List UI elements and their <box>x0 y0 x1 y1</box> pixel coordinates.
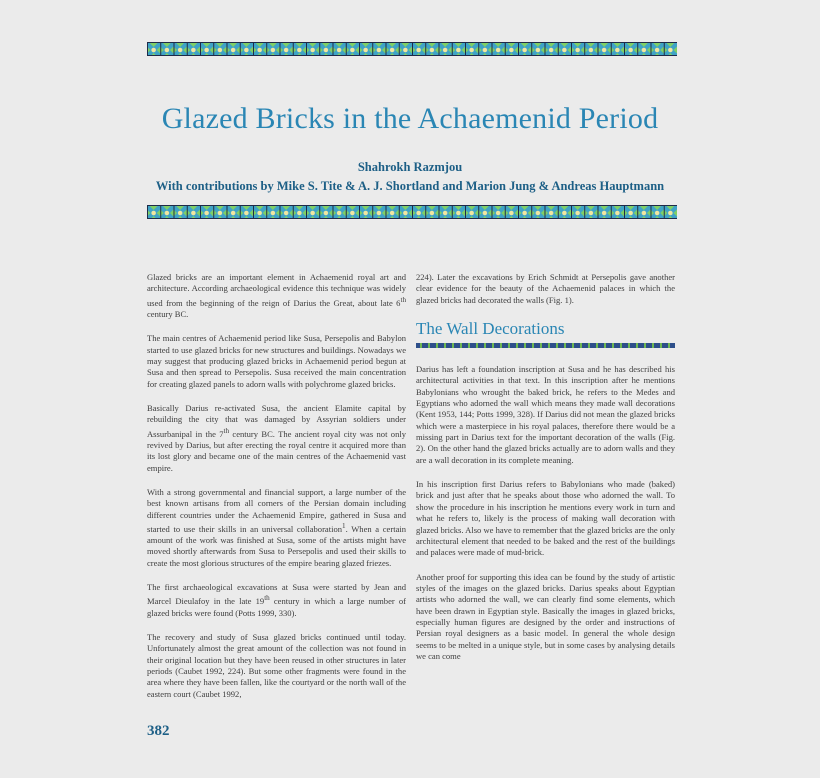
left-column <box>147 272 406 713</box>
section-divider-frieze <box>416 343 675 348</box>
paragraph: The recovery and study of Susa glazed bricks continued until today. Unfortunately almost the great amount of the collection was not found in their original location but they have been reused in other structures in later periods (Caubet 1992, 224). But some other fragments were found in the area where they have been fallen, like the courtyard or the north wall of the eastern court (Caubet 1992, <box>147 631 406 699</box>
paragraph: In his inscription first Darius refers to Babylonians who made (baked) brick and just after that he speaks about those who adorned the wall. To show the procedure in his inscription he mentions every work in turn and what he refers to, likely is the process of making wall decoration with glazed bricks. Also we have to remember that the glazed bricks are the only architectural element that needed to be baked and the rest of the buildings and palaces were made of mud-brick. <box>416 479 675 558</box>
decorative-frieze-bottom <box>147 205 677 219</box>
paragraph: Glazed bricks are an important element in Achaemenid royal art and architecture. According archaeological evidence this technique was widely used from the beginning of the reign of Darius the Great, about late 6th century BC. <box>147 272 406 319</box>
contributors-line: With contributions by Mike S. Tite & A. J. Shortland and Marion Jung & Andreas Hauptmann <box>155 179 665 193</box>
paragraph: With a strong governmental and financial support, a large number of the best known artisans from all corners of the Persian domain including different countries under the Achaemenid Empire, gathered in Susa and started to use their skills in an universal collaboration$^1$. When a certain amount of the work was finished at Susa, some of the artists might have moved shortly afterwards from Susa to Persepolis and used their skills to create the most glorious structures of the empire bearing glazed friezes. <box>147 486 407 568</box>
paragraph: Darius has left a foundation inscription at Susa and he has described his architectural activities in that text. In this inscription after he mentions Babylonians who wrought the baked brick, he refers to the Medes and Egyptians who adorned the wall which means they made wall decorations (Kent 1953, 144; Potts 1999, 328). If Darius did not mean the glazed bricks which were a masterpiece in his royal palaces, therefore there would be a missing part in Darius text for the important decoration of the walls (Fig. 2). On the other hand the glazed bricks actually are to adorn walls and they are a wall decoration in its complete meaning. <box>416 364 675 465</box>
author-line: Shahrokh Razmjou <box>357 160 463 174</box>
page-number: 382 <box>147 723 170 739</box>
paragraph: Basically Darius re-activated Susa, the ancient Elamite capital by rebuilding the city that was damaged by Assyrian soldiers under Assurbanipal in the 7th century BC. The ancient royal city was not only revived by Darius, but after erecting the royal centre it acquired more than its lost glory and became one of the main centres of the Achaemenid vast empire. <box>147 402 407 473</box>
paragraph: 224). Later the excavations by Erich Schmidt at Persepolis gave another clear evidence for the beauty of the Achaemenid palaces in which the glazed bricks had decorated the walls (Fig. 1). <box>416 272 675 305</box>
paragraph: The main centres of Achaemenid period like Susa, Persepolis and Babylon started to use glazed bricks for new structures and buildings. Nowadays we may suggest that producing glazed bricks in Achaemenid period begun at Susa and then spread to Persepolis. Susa received the main concentration for creating glazed panels to adorn walls with polychrome glazed bricks. <box>147 333 406 389</box>
paragraph: The first archaeological excavations at Susa were started by Jean and Marcel Dieulafoy in the late 19th century in which a large number of glazed bricks were found (Potts 1999, 330). <box>147 582 406 618</box>
footnote-marker: 1 <box>342 521 346 530</box>
article-title: Glazed Bricks in the Achaemenid Period <box>161 102 659 136</box>
right-column <box>416 272 675 675</box>
section-heading: The Wall Decorations <box>416 319 565 339</box>
paragraph: Another proof for supporting this idea can be found by the study of artistic styles of the images on the glazed bricks. Darius speaks about Egyptian artists who adorned the wall, we can clearly find some elements, which have been drawn in Egyptian style. Basically the images in glazed bricks, especially human figures are designed by the order and instructions of Persian royal designers as a basic model. In general the whole design seems to be melted in a unique style, but in some cases by analysing details we can come <box>416 571 675 661</box>
decorative-frieze-top <box>147 42 677 56</box>
